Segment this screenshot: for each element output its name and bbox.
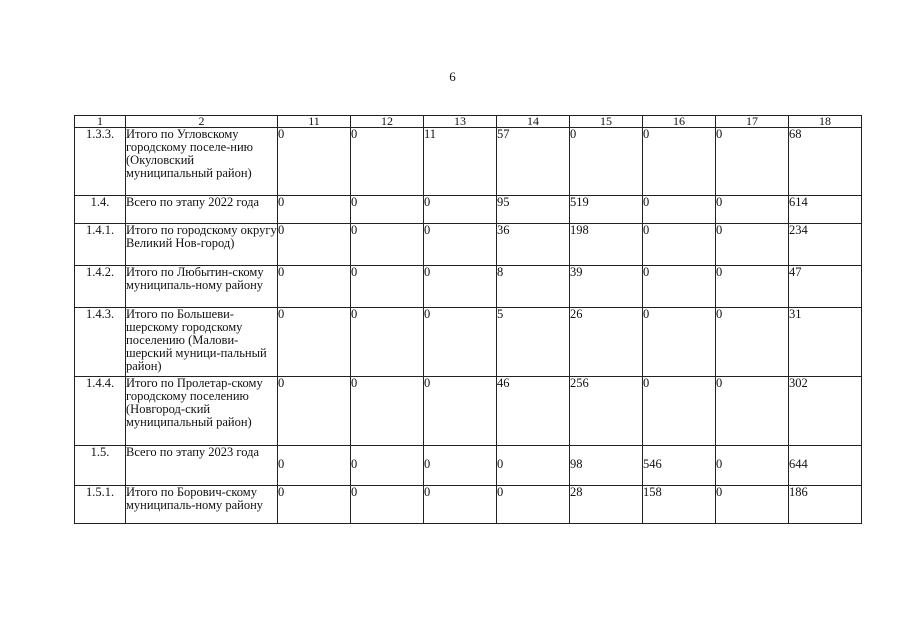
table-cell: 46: [497, 377, 570, 446]
table-cell: 0: [351, 446, 424, 486]
table-cell: 0: [716, 128, 789, 196]
table-cell: 0: [351, 308, 424, 377]
table-cell: 0: [424, 377, 497, 446]
table-cell: 31: [789, 308, 862, 377]
table-cell: 0: [497, 486, 570, 524]
table-cell: 39: [570, 266, 643, 308]
table-cell: 0: [643, 266, 716, 308]
table-cell: 0: [643, 128, 716, 196]
table-cell: 158: [643, 486, 716, 524]
column-header: 2: [126, 116, 278, 128]
row-code: 1.4.4.: [75, 377, 126, 446]
table-cell: 0: [278, 196, 351, 224]
table-cell: 0: [351, 377, 424, 446]
table-cell: 95: [497, 196, 570, 224]
table-cell: 186: [789, 486, 862, 524]
table-cell: 5: [497, 308, 570, 377]
table-cell: 256: [570, 377, 643, 446]
table-cell: 0: [278, 128, 351, 196]
table-row: [75, 196, 862, 224]
column-header: 16: [643, 116, 716, 128]
table-cell: 0: [424, 196, 497, 224]
table-cell: 57: [497, 128, 570, 196]
table-cell: 0: [278, 266, 351, 308]
row-code: 1.5.: [75, 446, 126, 486]
row-code: 1.3.3.: [75, 128, 126, 196]
table-cell: 0: [351, 486, 424, 524]
table-row: [75, 377, 862, 446]
column-header: 1: [75, 116, 126, 128]
row-name: Итого по Угловскому городскому поселе-нию (Окуловский муниципальный район): [126, 128, 278, 196]
table-cell: 198: [570, 224, 643, 266]
column-header: 11: [278, 116, 351, 128]
table-cell: 0: [716, 486, 789, 524]
table-cell: 614: [789, 196, 862, 224]
table-cell: 98: [570, 446, 643, 486]
table-cell: 47: [789, 266, 862, 308]
table-cell: 0: [716, 196, 789, 224]
table-cell: 0: [716, 224, 789, 266]
column-header: 14: [497, 116, 570, 128]
table-cell: 546: [643, 446, 716, 486]
table-cell: 0: [351, 128, 424, 196]
table-cell: 68: [789, 128, 862, 196]
table-cell: 0: [643, 224, 716, 266]
table-cell: 302: [789, 377, 862, 446]
table-cell: 0: [351, 266, 424, 308]
row-name: Всего по этапу 2023 года: [126, 446, 278, 486]
table-cell: 0: [351, 224, 424, 266]
table-row: [75, 266, 862, 308]
table-cell: 644: [789, 446, 862, 486]
table-row: [75, 224, 862, 266]
column-header: 18: [789, 116, 862, 128]
table-cell: 0: [716, 377, 789, 446]
table-cell: 28: [570, 486, 643, 524]
table-cell: 36: [497, 224, 570, 266]
table-cell: 0: [424, 308, 497, 377]
table-cell: 0: [570, 128, 643, 196]
table-cell: 0: [424, 446, 497, 486]
header-row: [75, 116, 862, 128]
table-cell: 519: [570, 196, 643, 224]
table-cell: 0: [278, 308, 351, 377]
table-cell: 0: [643, 308, 716, 377]
row-code: 1.4.1.: [75, 224, 126, 266]
table-cell: 0: [716, 266, 789, 308]
row-name: Итого по Большеви-шерскому городскому поселению (Малови-шерский муници-пальный район): [126, 308, 278, 377]
table-cell: 0: [424, 224, 497, 266]
page-number: 6: [449, 69, 456, 84]
row-name: Всего по этапу 2022 года: [126, 196, 278, 224]
row-name: Итого по городскому округу Великий Нов-город): [126, 224, 278, 266]
row-code: 1.4.2.: [75, 266, 126, 308]
table-row: [75, 446, 862, 486]
table-cell: 0: [278, 377, 351, 446]
row-code: 1.4.3.: [75, 308, 126, 377]
table-cell: 8: [497, 266, 570, 308]
table-cell: 26: [570, 308, 643, 377]
table-cell: 0: [497, 446, 570, 486]
row-name: Итого по Борович-скому муниципаль-ному району: [126, 486, 278, 524]
row-name: Итого по Пролетар-скому городскому поселению (Новгород-ский муниципальный район): [126, 377, 278, 446]
table-cell: 234: [789, 224, 862, 266]
table-cell: 0: [278, 224, 351, 266]
table-cell: 0: [643, 377, 716, 446]
column-header: 15: [570, 116, 643, 128]
column-header: 13: [424, 116, 497, 128]
table-cell: 0: [424, 266, 497, 308]
row-name: Итого по Любытин-скому муниципаль-ному району: [126, 266, 278, 308]
table-cell: 0: [278, 446, 351, 486]
table-cell: 0: [424, 486, 497, 524]
table-row: [75, 486, 862, 524]
column-header: 17: [716, 116, 789, 128]
table-cell: 0: [716, 308, 789, 377]
data-table: [74, 115, 862, 524]
table-cell: 0: [716, 446, 789, 486]
row-code: 1.4.: [75, 196, 126, 224]
table-cell: 0: [351, 196, 424, 224]
column-header: 12: [351, 116, 424, 128]
table-cell: 0: [643, 196, 716, 224]
table-row: [75, 308, 862, 377]
table-cell: 11: [424, 128, 497, 196]
table-cell: 0: [278, 486, 351, 524]
row-code: 1.5.1.: [75, 486, 126, 524]
table-row: [75, 128, 862, 196]
